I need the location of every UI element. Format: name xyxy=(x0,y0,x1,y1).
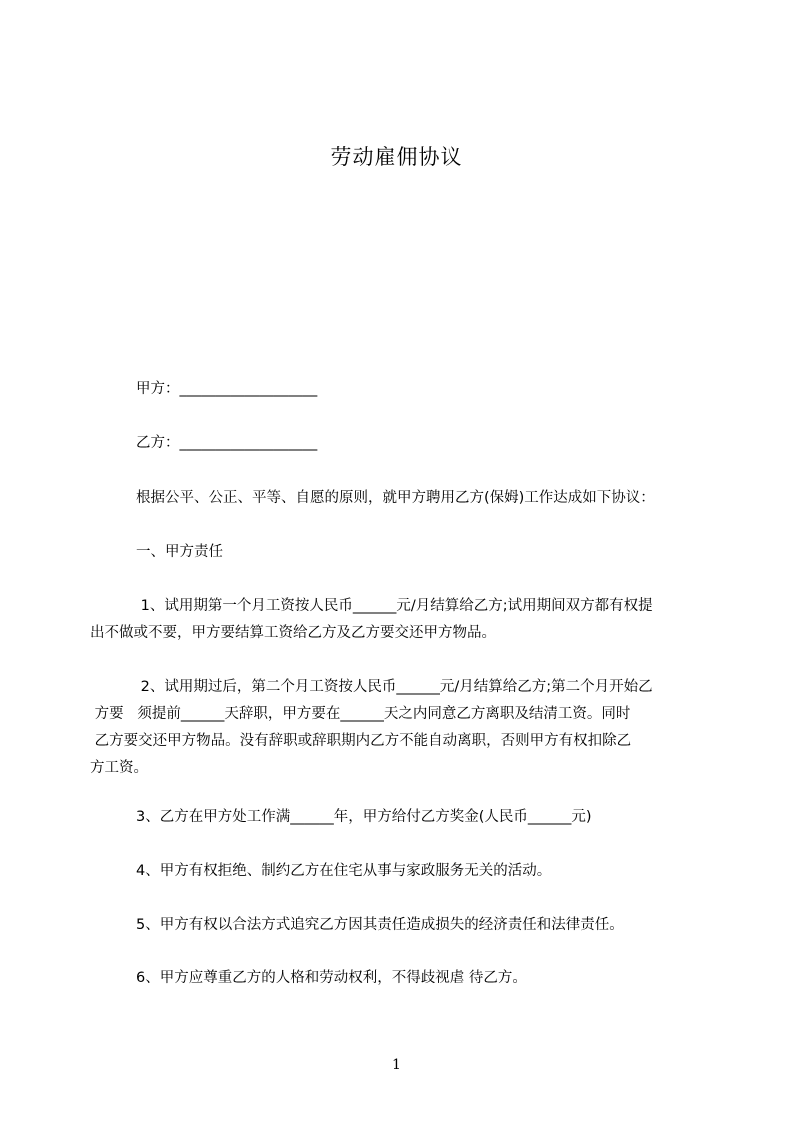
preamble: 根据公平、公正、平等、自愿的原则，就甲方聘用乙方(保姆)工作达成如下协议： xyxy=(136,490,655,506)
clause-6: 6、甲方应尊重乙方的人格和劳动权利，不得歧视虐 待乙方。 xyxy=(136,970,527,986)
clause-3: 3、乙方在甲方处工作满______年，甲方给付乙方奖金(人民币______元) xyxy=(136,809,592,825)
clause-2-line-3: 乙方要交还甲方物品。没有辞职或辞职期内乙方不能自动离职，否则甲方有权扣除乙 xyxy=(90,733,632,749)
clause-2-line-4: 方工资。 xyxy=(90,760,148,776)
clause-4: 4、甲方有权拒绝、制约乙方在住宅从事与家政服务无关的活动。 xyxy=(136,863,552,879)
party-b-line: 乙方：___________________ xyxy=(136,435,318,451)
page-number: 1 xyxy=(392,1057,401,1073)
clause-2-line-2: 方要 须提前______天辞职，甲方要在______天之内同意乙方离职及结清工资。同时 xyxy=(90,706,631,722)
party-a-line: 甲方：___________________ xyxy=(136,381,318,397)
section-1-heading: 一、甲方责任 xyxy=(136,544,223,560)
clause-5: 5、甲方有权以合法方式追究乙方因其责任造成损失的经济责任和法律责任。 xyxy=(136,917,624,933)
clause-1-line-2: 出不做或不要，甲方要结算工资给乙方及乙方要交还甲方物品。 xyxy=(90,625,496,641)
clause-1-line-1: 1、试用期第一个月工资按人民币______元/月结算给乙方;试用期间双方都有权提 xyxy=(136,598,653,614)
clause-2-line-1: 2、试用期过后，第二个月工资按人民币______元/月结算给乙方;第二个月开始乙 xyxy=(136,679,653,695)
document-title: 劳动雇佣协议 xyxy=(330,145,463,169)
